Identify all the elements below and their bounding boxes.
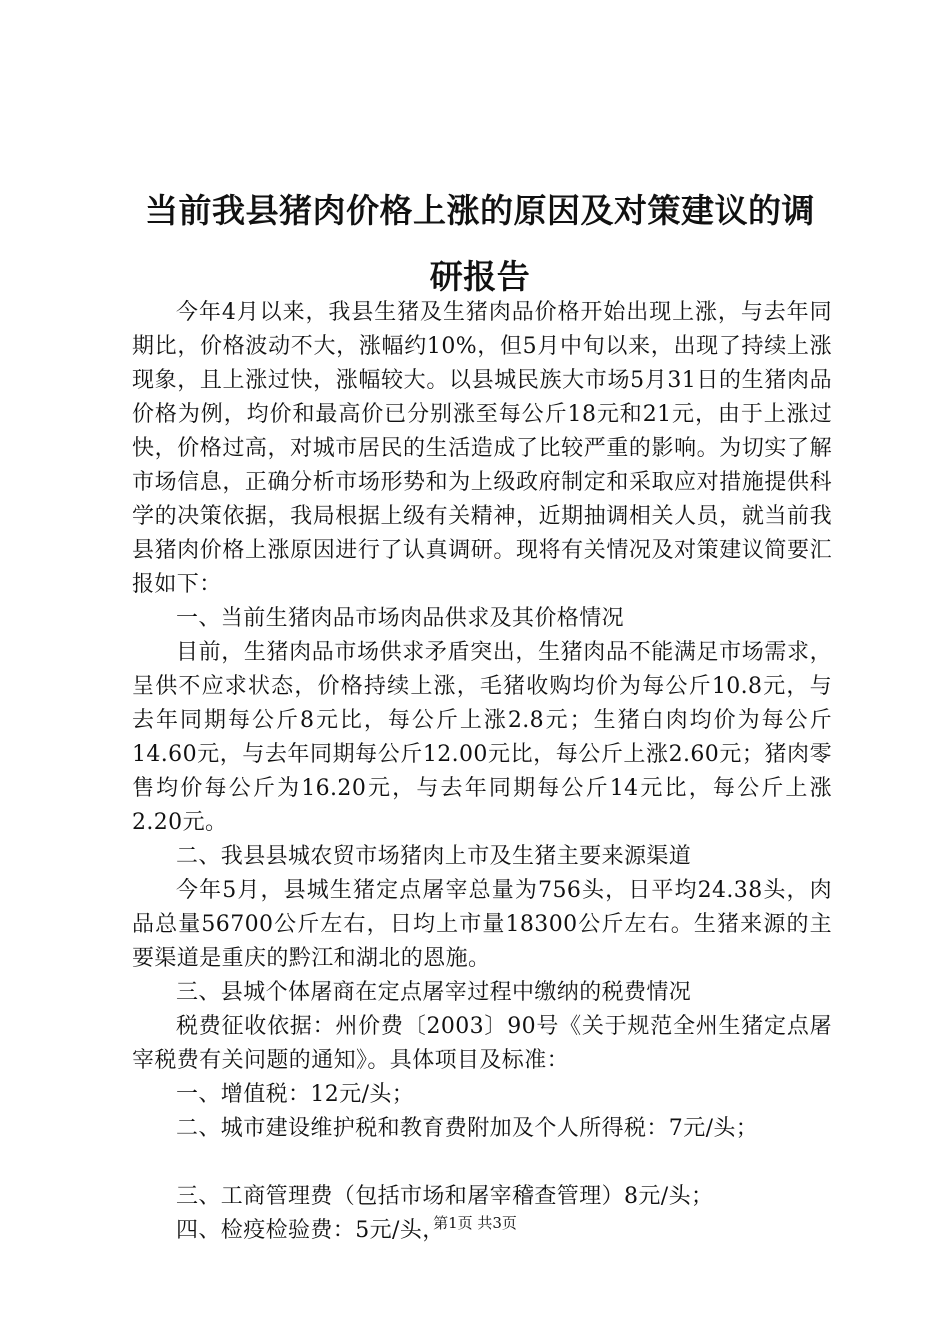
list-item-tax-4: 四、检疫检验费：5元/头， xyxy=(176,1218,445,1243)
paragraph-section-1: 目前，生猪肉品市场供求矛盾突出，生猪肉品不能满足市场需求，呈供不应求状态，价格持续上涨，毛猪收购均价为每公斤10.8元，与去年同期每公斤8元比，每公斤上涨2.8元；生猪白肉均价为每公斤14.60元，与去年同期每公斤12.00元比，每公斤上涨2.60元；猪肉零售均价每公斤为16.20元，与去年同期每公斤14元比，每公斤上涨2.20元。 xyxy=(132,640,832,835)
paragraph-section-2: 今年5月，县城生猪定点屠宰总量为756头，日平均24.38头，肉品总量56700公斤左右，日均上市量18300公斤左右。生猪来源的主要渠道是重庆的黔江和湖北的恩施。 xyxy=(132,878,832,971)
document-body xyxy=(132,296,832,1248)
section-heading-1: 一、当前生猪肉品市场肉品供求及其价格情况 xyxy=(176,606,625,631)
section-heading-2: 二、我县县城农贸市场猪肉上市及生猪主要来源渠道 xyxy=(176,844,692,869)
section-heading-3: 三、县城个体屠商在定点屠宰过程中缴纳的税费情况 xyxy=(176,980,692,1005)
paragraph-intro: 今年4月以来，我县生猪及生猪肉品价格开始出现上涨，与去年同期比，价格波动不大，涨幅约10%，但5月中旬以来，出现了持续上涨现象，且上涨过快，涨幅较大。以县城民族大市场5月31日的生猪肉品价格为例，均价和最高价已分别涨至每公斤18元和21元，由于上涨过快，价格过高，对城市居民的生活造成了比较严重的影响。为切实了解市场信息，正确分析市场形势和为上级政府制定和采取应对措施提供科学的决策依据，我局根据上级有关精神，近期抽调相关人员，就当前我县猪肉价格上涨原因进行了认真调研。现将有关情况及对策建议简要汇报如下： xyxy=(132,300,832,597)
blank-line xyxy=(132,1146,832,1180)
list-item-tax-1: 一、增值税：12元/头； xyxy=(176,1082,415,1107)
paragraph-section-3: 税费征收依据：州价费〔2003〕90号《关于规范全州生猪定点屠宰税费有关问题的通知》。具体项目及标准： xyxy=(132,1014,832,1073)
list-item-tax-3: 三、工商管理费（包括市场和屠宰稽查管理）8元/头； xyxy=(176,1184,714,1209)
list-item-tax-2: 二、城市建设维护税和教育费附加及个人所得税：7元/头； xyxy=(176,1116,759,1141)
document-title: 当前我县猪肉价格上涨的原因及对策建议的调研报告 xyxy=(145,191,815,296)
page-footer: 第1页 共3页 xyxy=(433,1214,517,1232)
